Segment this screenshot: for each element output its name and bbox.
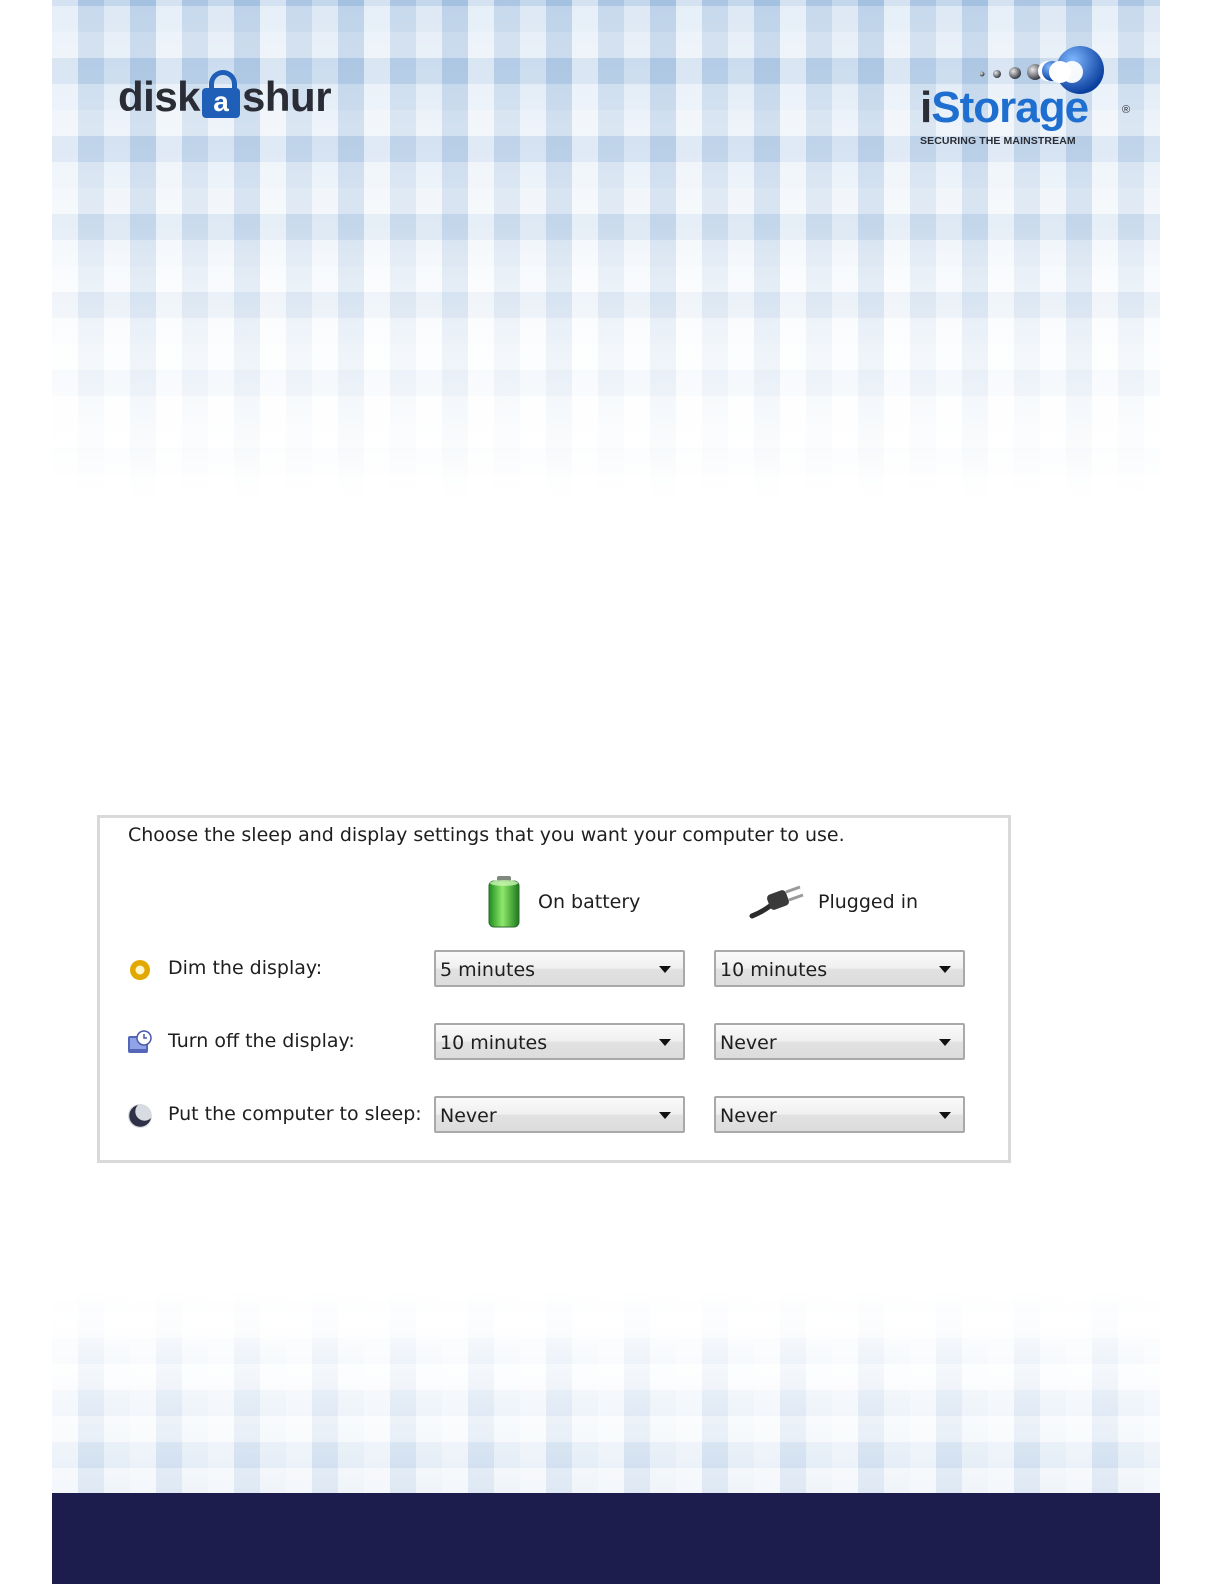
display-off-plugged-dropdown[interactable] — [714, 1023, 965, 1060]
chevron-down-icon — [659, 966, 671, 973]
dropdown-value: Never — [720, 1032, 777, 1054]
footer-band — [52, 1493, 1160, 1584]
setting-label: Dim the display: — [168, 957, 323, 979]
battery-icon — [484, 875, 524, 929]
dropdown-value: 5 minutes — [440, 959, 536, 981]
dim-battery-dropdown[interactable] — [434, 950, 685, 987]
chevron-down-icon — [659, 1112, 671, 1119]
power-settings-panel — [97, 815, 1011, 1163]
power-plug-icon — [748, 882, 804, 922]
display-off-battery-dropdown[interactable] — [434, 1023, 685, 1060]
column-header-plugged — [748, 874, 918, 930]
padlock-icon: a — [202, 70, 240, 118]
chevron-down-icon — [939, 966, 951, 973]
diskashur-logo — [118, 62, 331, 118]
setting-label: Turn off the display: — [168, 1030, 355, 1052]
logo-word-disk: disk — [118, 73, 201, 120]
dropdown-value: Never — [720, 1105, 777, 1127]
chevron-down-icon — [939, 1112, 951, 1119]
dropdown-value: Never — [440, 1105, 497, 1127]
setting-row-sleep — [126, 1096, 966, 1136]
logo-word-shur: shur — [242, 73, 332, 120]
sleep-moon-icon — [126, 1102, 154, 1130]
istorage-logo — [918, 40, 1138, 150]
dim-plugged-dropdown[interactable] — [714, 950, 965, 987]
dropdown-value: 10 minutes — [720, 959, 828, 981]
istorage-wordmark: iStorage — [920, 83, 1089, 132]
column-label-battery: On battery — [538, 891, 641, 913]
sleep-battery-dropdown[interactable] — [434, 1096, 685, 1133]
setting-row-display-off — [126, 1023, 966, 1063]
display-off-icon — [126, 1029, 154, 1057]
chevron-down-icon — [659, 1039, 671, 1046]
setting-row-dim — [126, 950, 966, 990]
sleep-plugged-dropdown[interactable] — [714, 1096, 965, 1133]
registered-mark: ® — [1122, 104, 1131, 116]
footer-background — [52, 1290, 1160, 1494]
istorage-tagline: SECURING THE MAINSTREAM — [920, 135, 1076, 147]
panel-heading: Choose the sleep and display settings that you want your computer to use. — [128, 824, 845, 846]
footer-link[interactable] — [124, 1546, 266, 1568]
column-label-plugged: Plugged in — [818, 891, 919, 913]
column-header-battery — [484, 874, 640, 930]
page — [52, 0, 1160, 1584]
dim-display-icon — [126, 956, 154, 984]
setting-label: Put the computer to sleep: — [168, 1103, 422, 1125]
chevron-down-icon — [939, 1039, 951, 1046]
dropdown-value: 10 minutes — [440, 1032, 548, 1054]
